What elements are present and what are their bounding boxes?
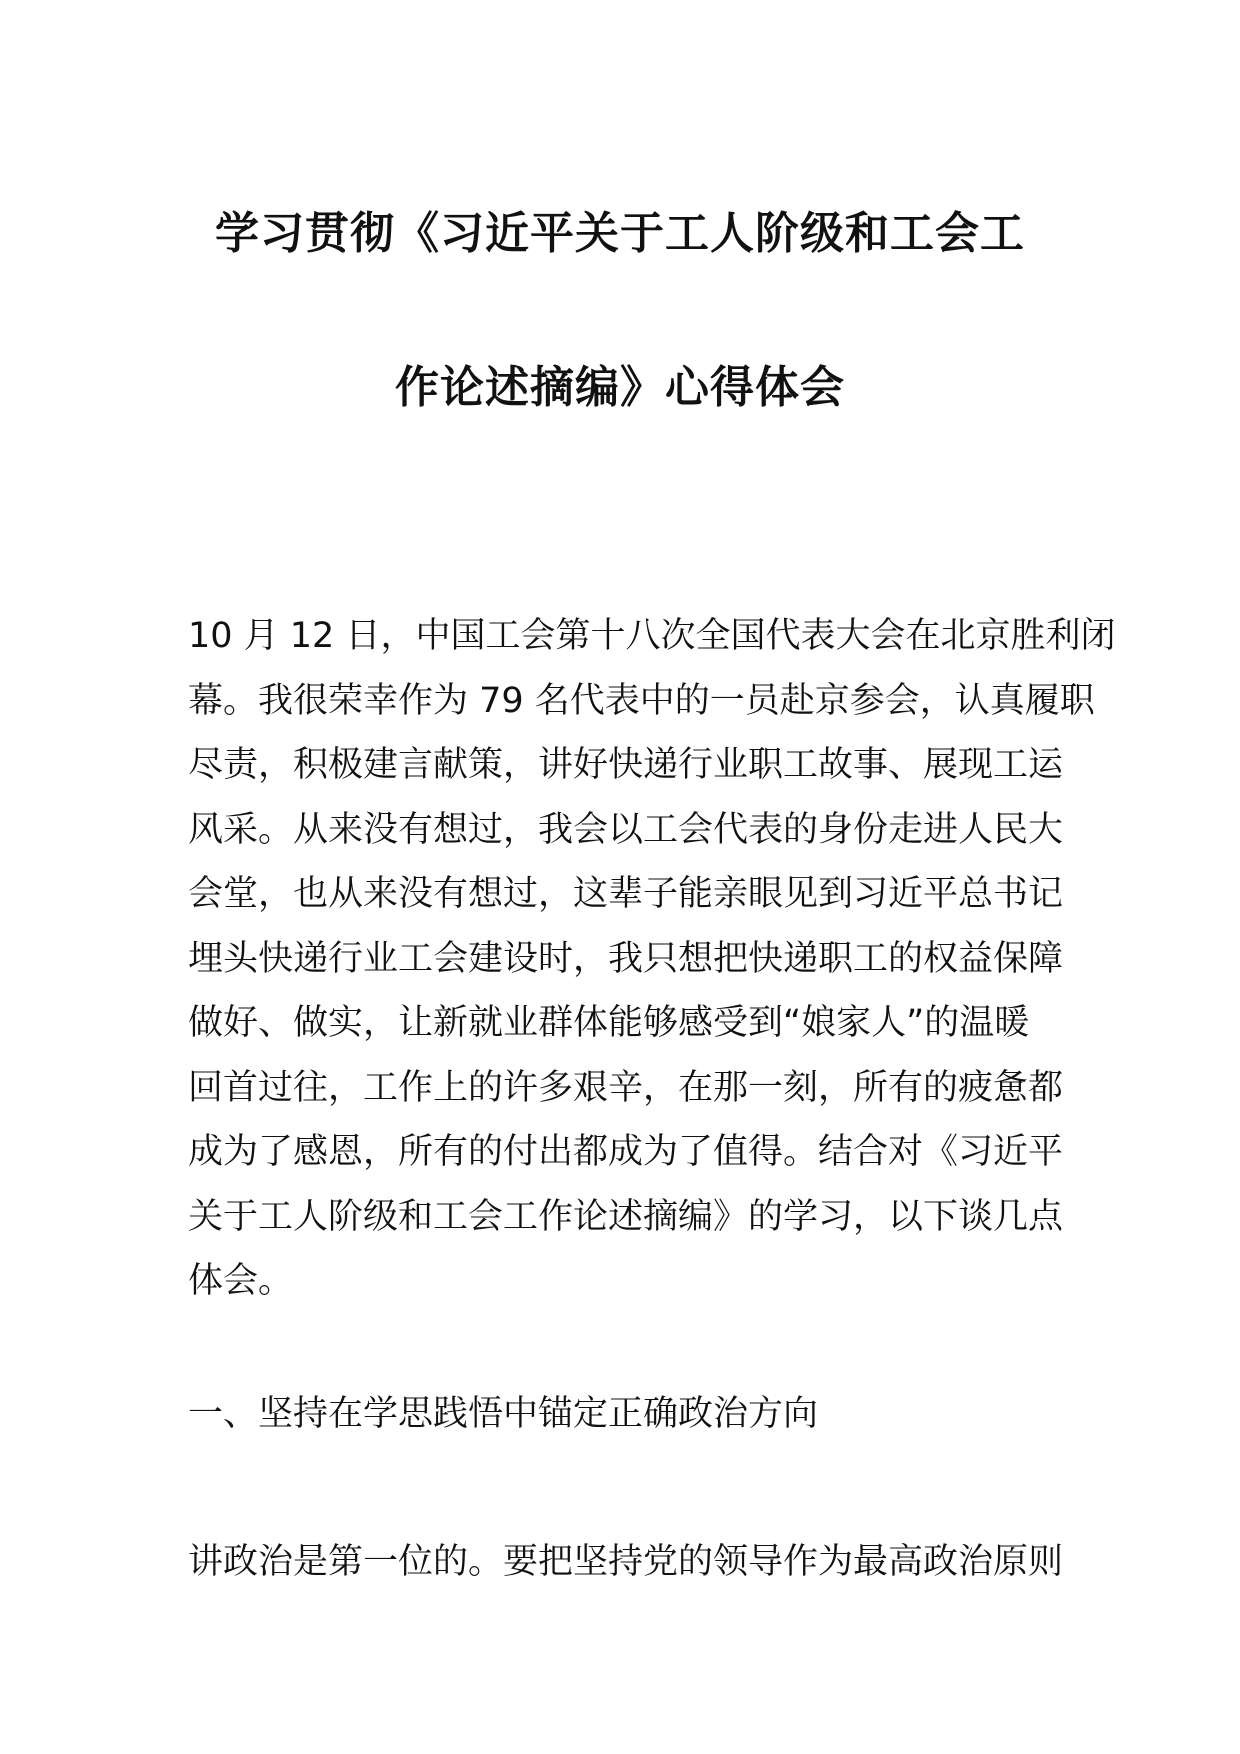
- section-paragraph: [188, 1530, 1064, 1595]
- paragraph-line: 关于工人阶级和工会工作论述摘编》的学习，以下谈几点: [188, 1196, 1064, 1237]
- section-heading: 一、坚持在学思践悟中锚定正确政治方向: [188, 1394, 819, 1434]
- paragraph-line: 回首过往，工作上的许多艰辛，在那一刻，所有的疲惫都: [188, 1067, 1064, 1108]
- paragraph-line: 尽责，积极建言献策，讲好快递行业职工故事、展现工运: [188, 745, 1064, 785]
- intro-paragraph: [188, 604, 1116, 1314]
- paragraph-line: 做好、做实，让新就业群体能够感受到“娘家人”的温暖: [188, 1003, 1030, 1043]
- paragraph-line: 会堂，也从来没有想过，这辈子能亲眼见到习近平总书记: [188, 874, 1064, 914]
- paragraph-line: 体会。: [188, 1261, 294, 1301]
- document-title-line-2: 作论述摘编》心得体会: [395, 362, 845, 413]
- paragraph-line: 埋头快递行业工会建设时，我只想把快递职工的权益保障: [188, 938, 1064, 979]
- paragraph-line: 讲政治是第一位的。要把坚持党的领导作为最高政治原则: [188, 1542, 1064, 1582]
- paragraph-line: 风采。从来没有想过，我会以工会代表的身份走进人民大: [188, 809, 1064, 850]
- paragraph-line: 成为了感恩，所有的付出都成为了值得。结合对《习近平: [188, 1132, 1064, 1172]
- paragraph-line: 幕。我很荣幸作为 79 名代表中的一员赴京参会，认真履职: [188, 680, 1095, 721]
- paragraph-line: 10 月 12 日，中国工会第十八次全国代表大会在北京胜利闭: [188, 616, 1116, 656]
- document-title-line-1: 学习贯彻《习近平关于工人阶级和工会工: [215, 208, 1025, 259]
